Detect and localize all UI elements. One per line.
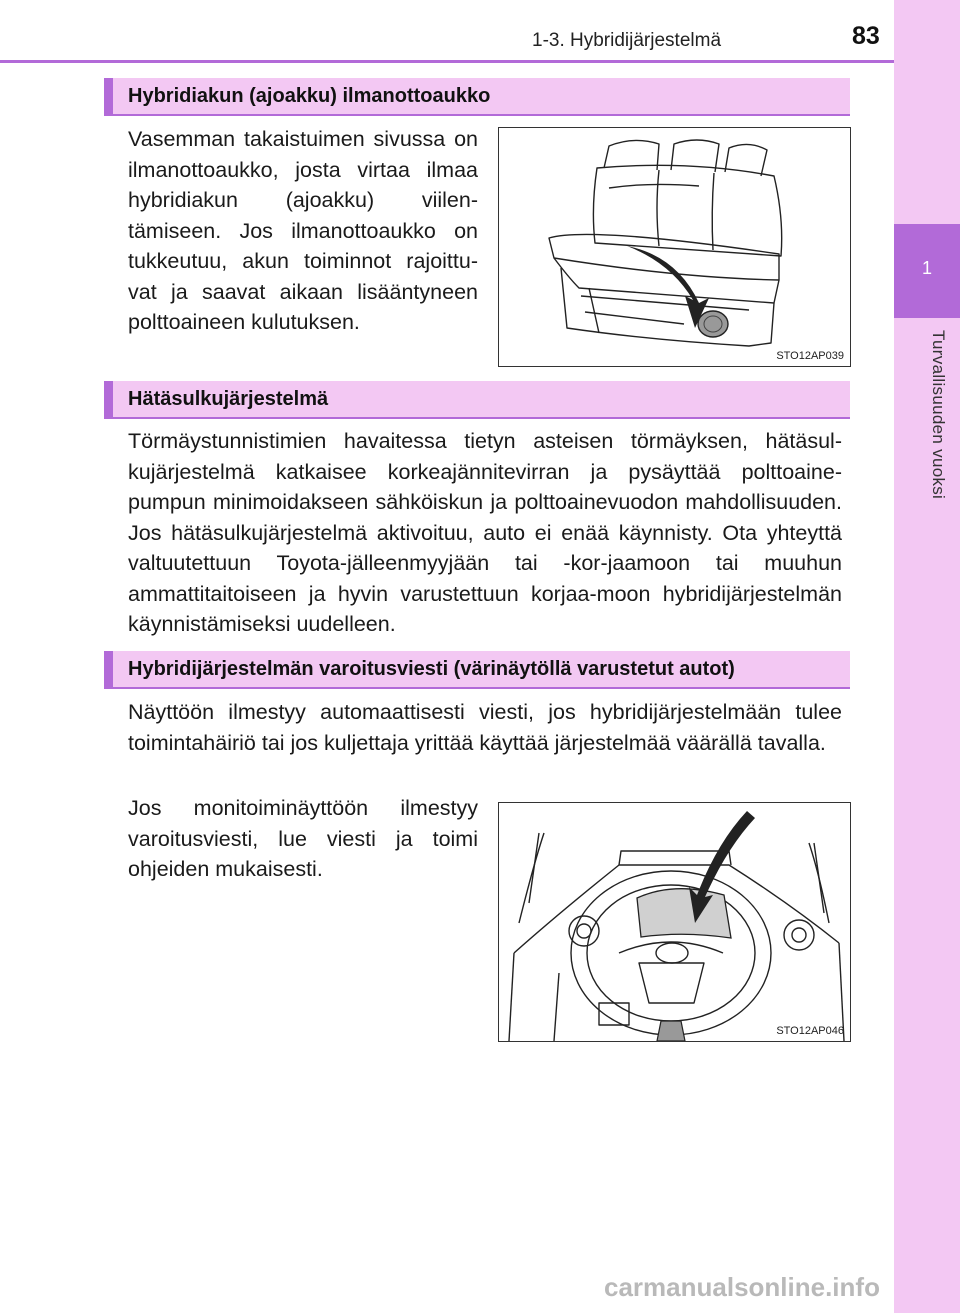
section-heading-bar — [104, 651, 113, 689]
chapter-title: 1-3. Hybridijärjestelmä — [532, 30, 722, 51]
paragraph-warning-instructions: Jos monitoiminäyttöön ilmestyy varoitusviesti, lue viesti ja toimi ohjeiden mukaisesti. — [128, 796, 478, 881]
paragraph-warning-message: Näyttöön ilmestyy automaattisesti viesti, jos hybridijärjestelmään tulee toimintahäiriö tai jos kuljettaja yrittää käyttää järjestelmää väärällä tavalla. — [128, 700, 842, 755]
section-heading-label: Hybridiakun (ajoakku) ilmanottoaukko — [128, 85, 491, 107]
side-tab — [894, 0, 960, 1313]
section-heading-emergency-shutoff — [104, 381, 850, 419]
rear-seat-illustration — [499, 128, 850, 366]
section-heading-bar — [104, 381, 113, 419]
page-number: 83 — [852, 22, 880, 50]
section-heading-label: Hätäsulkujärjestelmä — [128, 388, 329, 410]
paragraph-air-intake: Vasemman takaistuimen sivussa on ilmanottoaukko, josta virtaa ilmaa hybridiakun (ajoakku) viilen-tämiseen. Jos ilmanottoaukko on tukkeutuu, akun toiminnot rajoittu-vat ja saavat aikaan lisääntyneen polttoaineen kulutuksen. — [128, 127, 478, 334]
figure-dashboard — [498, 802, 851, 1042]
section-heading-bar — [104, 78, 113, 116]
header-rule — [0, 60, 894, 63]
side-tab-chapter-label: Turvallisuuden vuoksi — [929, 330, 948, 500]
dashboard-illustration — [499, 803, 850, 1041]
paragraph-emergency-shutoff: Törmäystunnistimien havaitessa tietyn asteisen törmäyksen, hätäsul-kujärjestelmä katkaisee korkeajännitevirran ja pysäyttää polttoaine-pumpun minimoidakseen sähköiskun ja polttoainevuodon mahdollisuuden. Jos hätäsulkujärjestelmä aktivoituu, auto ei enää käynnisty. Ota yhteyttä valtuutettuun Toyota-jälleenmyyjään tai -kor-jaamoon tai muuhun ammattitaitoiseen ja hyvin varustettuun korjaa-moon hybridijärjestelmän käynnistämiseksi uudelleen. — [128, 429, 842, 636]
watermark: carmanualsonline.info — [604, 1272, 880, 1302]
figure-code: STO12AP046 — [776, 1025, 844, 1037]
section-heading-label: Hybridijärjestelmän varoitusviesti (värinäytöllä varustetut autot) — [128, 658, 735, 680]
side-tab-chapter-number: 1 — [921, 258, 932, 278]
figure-rear-seat — [498, 127, 851, 367]
section-heading-warning-message — [104, 651, 850, 689]
figure-code: STO12AP039 — [776, 350, 844, 362]
section-heading-air-intake — [104, 78, 850, 116]
